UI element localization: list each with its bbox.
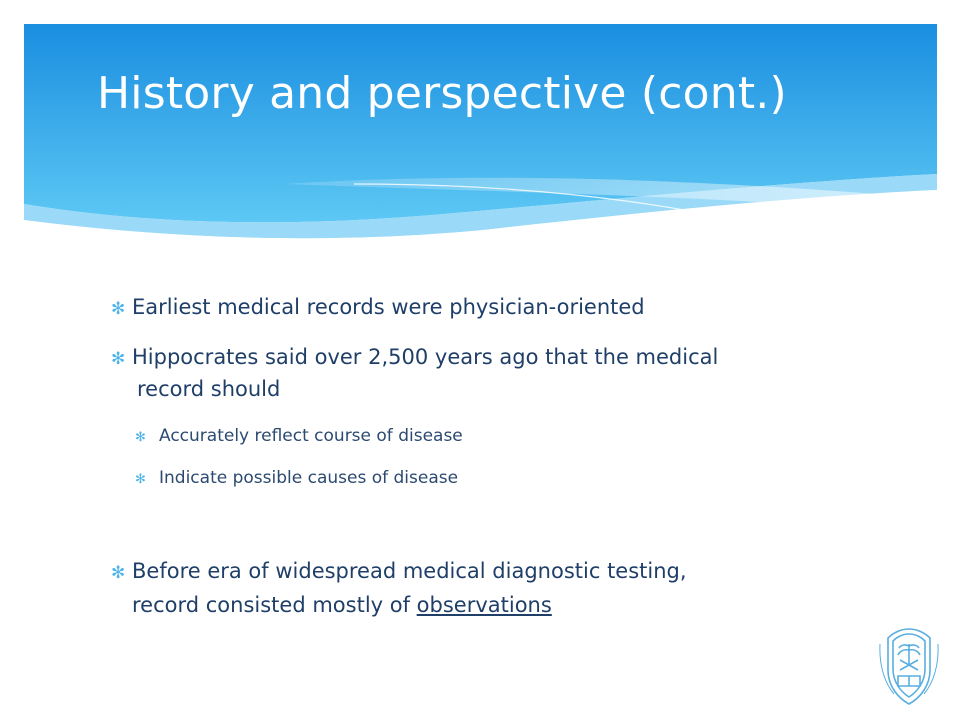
- bullet-star-icon: ✻: [111, 563, 126, 583]
- header-band: [24, 24, 937, 274]
- bullet-star-icon: ✻: [111, 349, 126, 369]
- sub-bullet-text: Accurately reflect course of disease: [159, 426, 463, 446]
- bullet-text: Hippocrates said over 2,500 years ago that the medical: [132, 345, 719, 369]
- bullet-star-icon: ✻: [111, 299, 126, 319]
- university-seal-logo: [878, 624, 940, 710]
- sub-bullet-text: Indicate possible causes of disease: [159, 468, 459, 488]
- bullet-text: Earliest medical records were physician-oriented: [132, 295, 645, 319]
- bullet-star-icon: ✻: [135, 430, 146, 445]
- bullet-continuation: [132, 590, 552, 620]
- bullet-text: Before era of widespread medical diagnostic testing,: [132, 559, 687, 583]
- header-wave-graphic: [24, 24, 937, 274]
- bullet-continuation: record should: [137, 377, 281, 401]
- observations-link[interactable]: observations: [416, 593, 552, 617]
- bullet-star-icon: ✻: [135, 472, 146, 487]
- seal-emblem-icon: [878, 624, 940, 710]
- slide-title: History and perspective (cont.): [97, 68, 787, 119]
- bullet-text-prefix: record consisted mostly of: [132, 593, 417, 617]
